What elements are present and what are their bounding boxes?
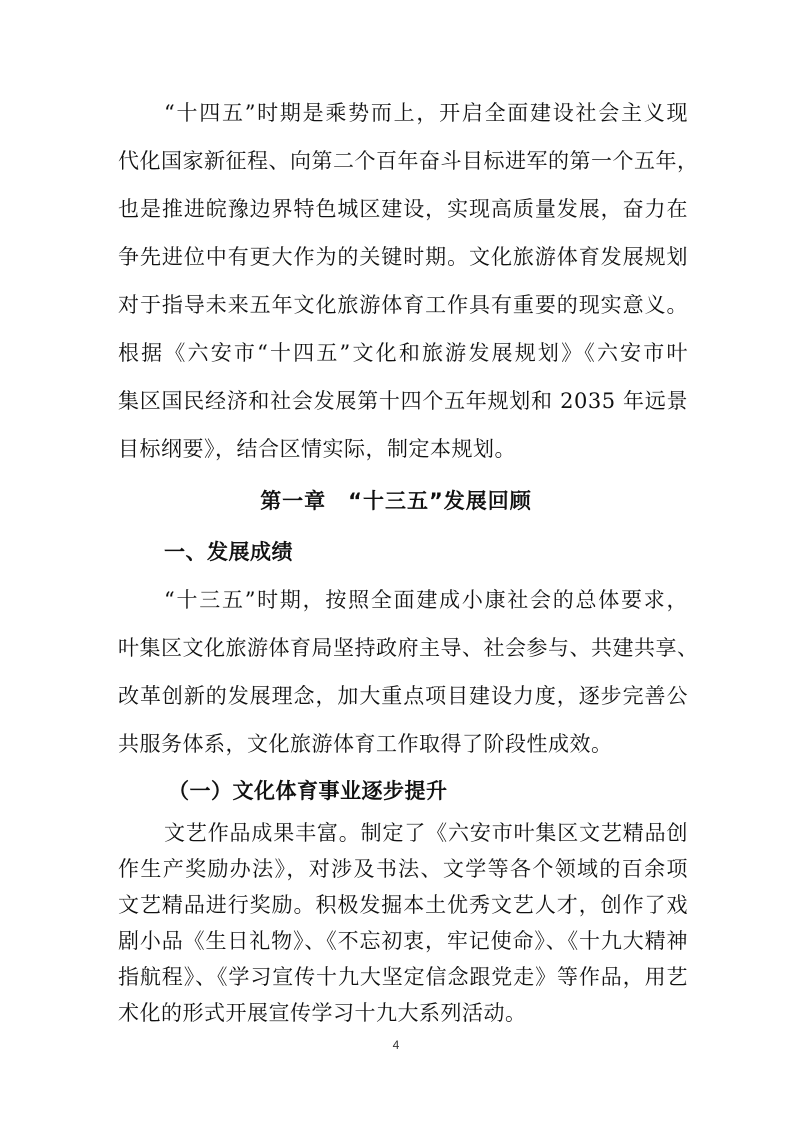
subsection-heading: （一）文化体育事业逐步提升	[168, 779, 448, 803]
subsection-line-4: 剧小品《生日礼物》、《不忘初衷，牢记使命》、《十九大精神	[118, 929, 688, 953]
subsection-line-5: 指航程》、《学习宣传十九大坚定信念跟党走》等作品，用艺	[118, 965, 688, 989]
subsection-line-2: 作生产奖励办法》，对涉及书法、文学等各个领域的百余项	[118, 857, 688, 881]
section-line-4: 共服务体系，文化旅游体育工作取得了阶段性成效。	[118, 732, 613, 756]
section-line-3: 改革创新的发展理念，加大重点项目建设力度，逐步完善公	[118, 684, 688, 708]
chapter-title: 第一章 “十三五”发展回顾	[260, 489, 532, 513]
section-heading: 一、发展成绩	[164, 540, 293, 564]
intro-line-2: 代化国家新征程、向第二个百年奋斗目标进军的第一个五年，	[118, 149, 699, 173]
intro-line-3: 也是推进皖豫边界特色城区建设，实现高质量发展，奋力在	[118, 197, 688, 221]
intro-line-8: 目标纲要》，结合区情实际，制定本规划。	[118, 437, 516, 461]
subsection-line-1: 文艺作品成果丰富。制定了《六安市叶集区文艺精品创	[164, 821, 688, 845]
intro-line-7: 集区国民经济和社会发展第十四个五年规划和 2035 年远景	[118, 389, 688, 413]
intro-line-5: 对于指导未来五年文化旅游体育工作具有重要的现实意义。	[118, 293, 688, 317]
intro-line-4: 争先进位中有更大作为的关键时期。文化旅游体育发展规划	[118, 245, 688, 269]
subsection-line-6: 术化的形式开展宣传学习十九大系列活动。	[118, 1001, 527, 1025]
section-line-1: “十三五”时期，按照全面建成小康社会的总体要求，	[164, 588, 688, 612]
subsection-line-3: 文艺精品进行奖励。积极发掘本土优秀文艺人才，创作了戏	[118, 893, 688, 917]
section-line-2: 叶集区文化旅游体育局坚持政府主导、社会参与、共建共享、	[118, 636, 699, 660]
intro-line-6: 根据《六安市“十四五”文化和旅游发展规划》《六安市叶	[118, 341, 688, 365]
page-number: 4	[392, 1038, 400, 1052]
intro-line-1: “十四五”时期是乘势而上，开启全面建设社会主义现	[164, 101, 688, 125]
